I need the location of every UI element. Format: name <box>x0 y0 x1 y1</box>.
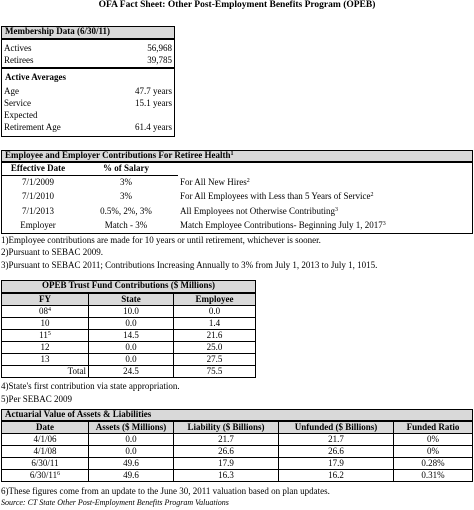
actuarial-ratio: 0% <box>394 434 473 446</box>
table-row <box>2 85 174 97</box>
trust-employee: 21.6 <box>174 330 256 342</box>
avg-label: Retirement Age <box>4 121 61 132</box>
actuarial-col-liability: Liability ($ Billions) <box>174 422 279 434</box>
contrib-col-date: Effective Date <box>2 163 74 175</box>
contrib-pct: Match - 3% <box>104 220 148 230</box>
avg-label: Age <box>4 85 19 96</box>
table-row <box>2 470 473 482</box>
actuarial-date: 4/1/06 <box>33 434 57 444</box>
trust-footnote: 4 <box>48 307 51 313</box>
table-row <box>2 294 256 306</box>
table-row <box>2 366 256 378</box>
contrib-col-pct: % of Salary <box>74 163 178 175</box>
contrib-note-1: 1)Employee contributions are made for 10 years or until retirement, whichever is sooner. <box>1 235 321 245</box>
table-row <box>2 342 256 354</box>
contrib-footnote: 3 <box>382 221 386 227</box>
contrib-desc: For All New Hires <box>180 176 247 187</box>
actuarial-unfunded: 17.9 <box>279 458 394 470</box>
trust-col-state: State <box>89 294 174 306</box>
actuarial-assets: 49.6 <box>89 458 174 470</box>
actuarial-assets: 0.0 <box>89 434 174 446</box>
contrib-header <box>1 150 473 162</box>
contrib-box <box>1 162 473 234</box>
trust-total-label: Total <box>2 366 89 378</box>
table-row <box>2 163 472 175</box>
table-row <box>2 121 174 133</box>
trust-fy: 10 <box>40 318 50 328</box>
trust-state: 14.5 <box>89 330 174 342</box>
actuarial-footnote: 6 <box>57 471 61 477</box>
contrib-table <box>2 163 472 232</box>
contrib-footnote: 3 <box>334 206 338 213</box>
trust-employee: 25.0 <box>174 342 256 354</box>
source-note: Source: CT State Other Post-Employment Benefits Program Valuations <box>1 498 229 507</box>
membership-label: Actives <box>4 42 32 53</box>
contrib-pct: 0.5%, 2%, 3% <box>100 205 152 216</box>
table-row <box>2 219 472 232</box>
actuarial-col-ratio: Funded Ratio <box>394 422 473 434</box>
table-row <box>2 434 473 446</box>
trust-employee: 0.0 <box>174 306 256 318</box>
trust-state: 10.0 <box>89 306 174 318</box>
actuarial-ratio: 0.31% <box>394 470 473 482</box>
contrib-desc: For All Employees with Less than 5 Years of Service <box>180 190 371 201</box>
trust-note-4: 4)State's first contribution via state appropriation. <box>1 381 180 391</box>
table-row <box>2 42 174 54</box>
actuarial-assets: 49.6 <box>89 470 174 482</box>
actuarial-header-label: Actuarial Value of Assets & Liabilities <box>5 409 152 419</box>
averages-header: Active Averages <box>5 72 67 82</box>
contrib-date: 7/1/2009 <box>21 176 54 187</box>
actuarial-liability: 17.9 <box>174 458 279 470</box>
trust-total-state: 24.5 <box>89 366 174 378</box>
membership-value: 56,968 <box>147 42 172 53</box>
actuarial-liability: 16.3 <box>174 470 279 482</box>
trust-total-employee: 75.5 <box>174 366 256 378</box>
table-row <box>2 203 472 219</box>
table-row <box>2 189 472 203</box>
table-row <box>2 446 473 458</box>
actuarial-col-assets: Assets ($ Millions) <box>89 422 174 434</box>
table-row <box>2 175 472 189</box>
trust-col-fy: FY <box>2 294 89 306</box>
trust-table <box>1 293 256 378</box>
table-row <box>2 306 256 318</box>
contrib-header-label: Employee and Employer Contributions For Retiree Health <box>5 150 231 160</box>
trust-state: 0.0 <box>89 342 174 354</box>
membership-value: 39,785 <box>147 54 172 65</box>
averages-box <box>1 68 175 137</box>
table-row <box>2 354 256 366</box>
actuarial-header <box>1 409 473 421</box>
membership-box <box>1 39 175 68</box>
avg-value: 47.7 years <box>135 85 172 96</box>
table-row <box>2 318 256 330</box>
actuarial-date: 6/30/11 <box>31 458 59 468</box>
contrib-pct: 3% <box>120 190 132 201</box>
contrib-footnote: 2 <box>370 191 374 198</box>
table-row <box>2 109 174 121</box>
actuarial-liability: 26.6 <box>174 446 279 458</box>
contrib-note-2: 2)Pursuant to SEBAC 2009. <box>1 247 104 257</box>
membership-table <box>2 42 174 66</box>
actuarial-ratio: 0.28% <box>394 458 473 470</box>
table-row <box>2 458 473 470</box>
actuarial-table <box>1 421 473 482</box>
actuarial-ratio: 0% <box>394 446 473 458</box>
avg-label: Expected <box>4 109 38 120</box>
trust-header-label: OPEB Trust Fund Contributions ($ Millions) <box>42 280 215 290</box>
actuarial-liability: 21.7 <box>174 434 279 446</box>
trust-fy: 13 <box>40 354 50 364</box>
trust-col-employee: Employee <box>174 294 256 306</box>
page-title: OFA Fact Sheet: Other Post-Employment Benefits Program (OPEB) <box>98 0 376 10</box>
trust-employee: 1.4 <box>174 318 256 330</box>
actuarial-unfunded: 21.7 <box>279 434 394 446</box>
trust-header <box>1 280 256 293</box>
trust-employee: 27.5 <box>174 354 256 366</box>
trust-fy: 12 <box>40 342 50 352</box>
contrib-desc: Match Employee Contributions- Beginning July 1, 2017 <box>180 220 383 230</box>
contrib-desc: All Employees not Otherwise Contributing <box>180 205 335 216</box>
table-row <box>2 54 174 66</box>
actuarial-unfunded: 16.2 <box>279 470 394 482</box>
membership-header <box>1 26 175 39</box>
trust-fy: 08 <box>39 306 48 316</box>
membership-header-label: Membership Data (6/30/11) <box>5 26 110 36</box>
actuarial-date: 6/30/11 <box>29 470 58 480</box>
contrib-date: Employer <box>20 220 56 230</box>
trust-footnote: 5 <box>47 331 51 337</box>
avg-value: 61.4 years <box>135 121 172 132</box>
trust-note-5: 5)Per SEBAC 2009 <box>1 394 73 404</box>
contrib-date: 7/1/2010 <box>21 190 54 201</box>
trust-state: 0.0 <box>89 354 174 366</box>
actuarial-col-date: Date <box>2 422 89 434</box>
table-row <box>2 330 256 342</box>
averages-table <box>2 85 174 133</box>
actuarial-date: 4/1/08 <box>33 446 57 456</box>
table-row <box>2 422 473 434</box>
actuarial-assets: 0.0 <box>89 446 174 458</box>
contrib-note-3: 3)Pursuant to SEBAC 2011; Contributions Increasing Annually to 3% from July 1, 2013 to July 1, 1015. <box>1 260 378 270</box>
table-row <box>2 97 174 109</box>
avg-value <box>105 109 174 121</box>
contrib-pct: 3% <box>120 176 132 187</box>
contrib-header-footnote: 1 <box>230 151 234 157</box>
trust-fy: 11 <box>39 330 48 340</box>
actuarial-unfunded: 26.6 <box>279 446 394 458</box>
contrib-footnote: 2 <box>246 177 250 184</box>
trust-state: 0.0 <box>89 318 174 330</box>
membership-label: Retirees <box>4 54 34 65</box>
avg-label: Service <box>4 97 31 108</box>
contrib-date: 7/1/2013 <box>21 205 54 216</box>
actuarial-col-unfunded: Unfunded ($ Billions) <box>279 422 394 434</box>
actuarial-note-6: 6)These figures come from an update to the June 30, 2011 valuation based on plan updates. <box>1 486 330 496</box>
avg-value: 15.1 years <box>135 97 172 108</box>
